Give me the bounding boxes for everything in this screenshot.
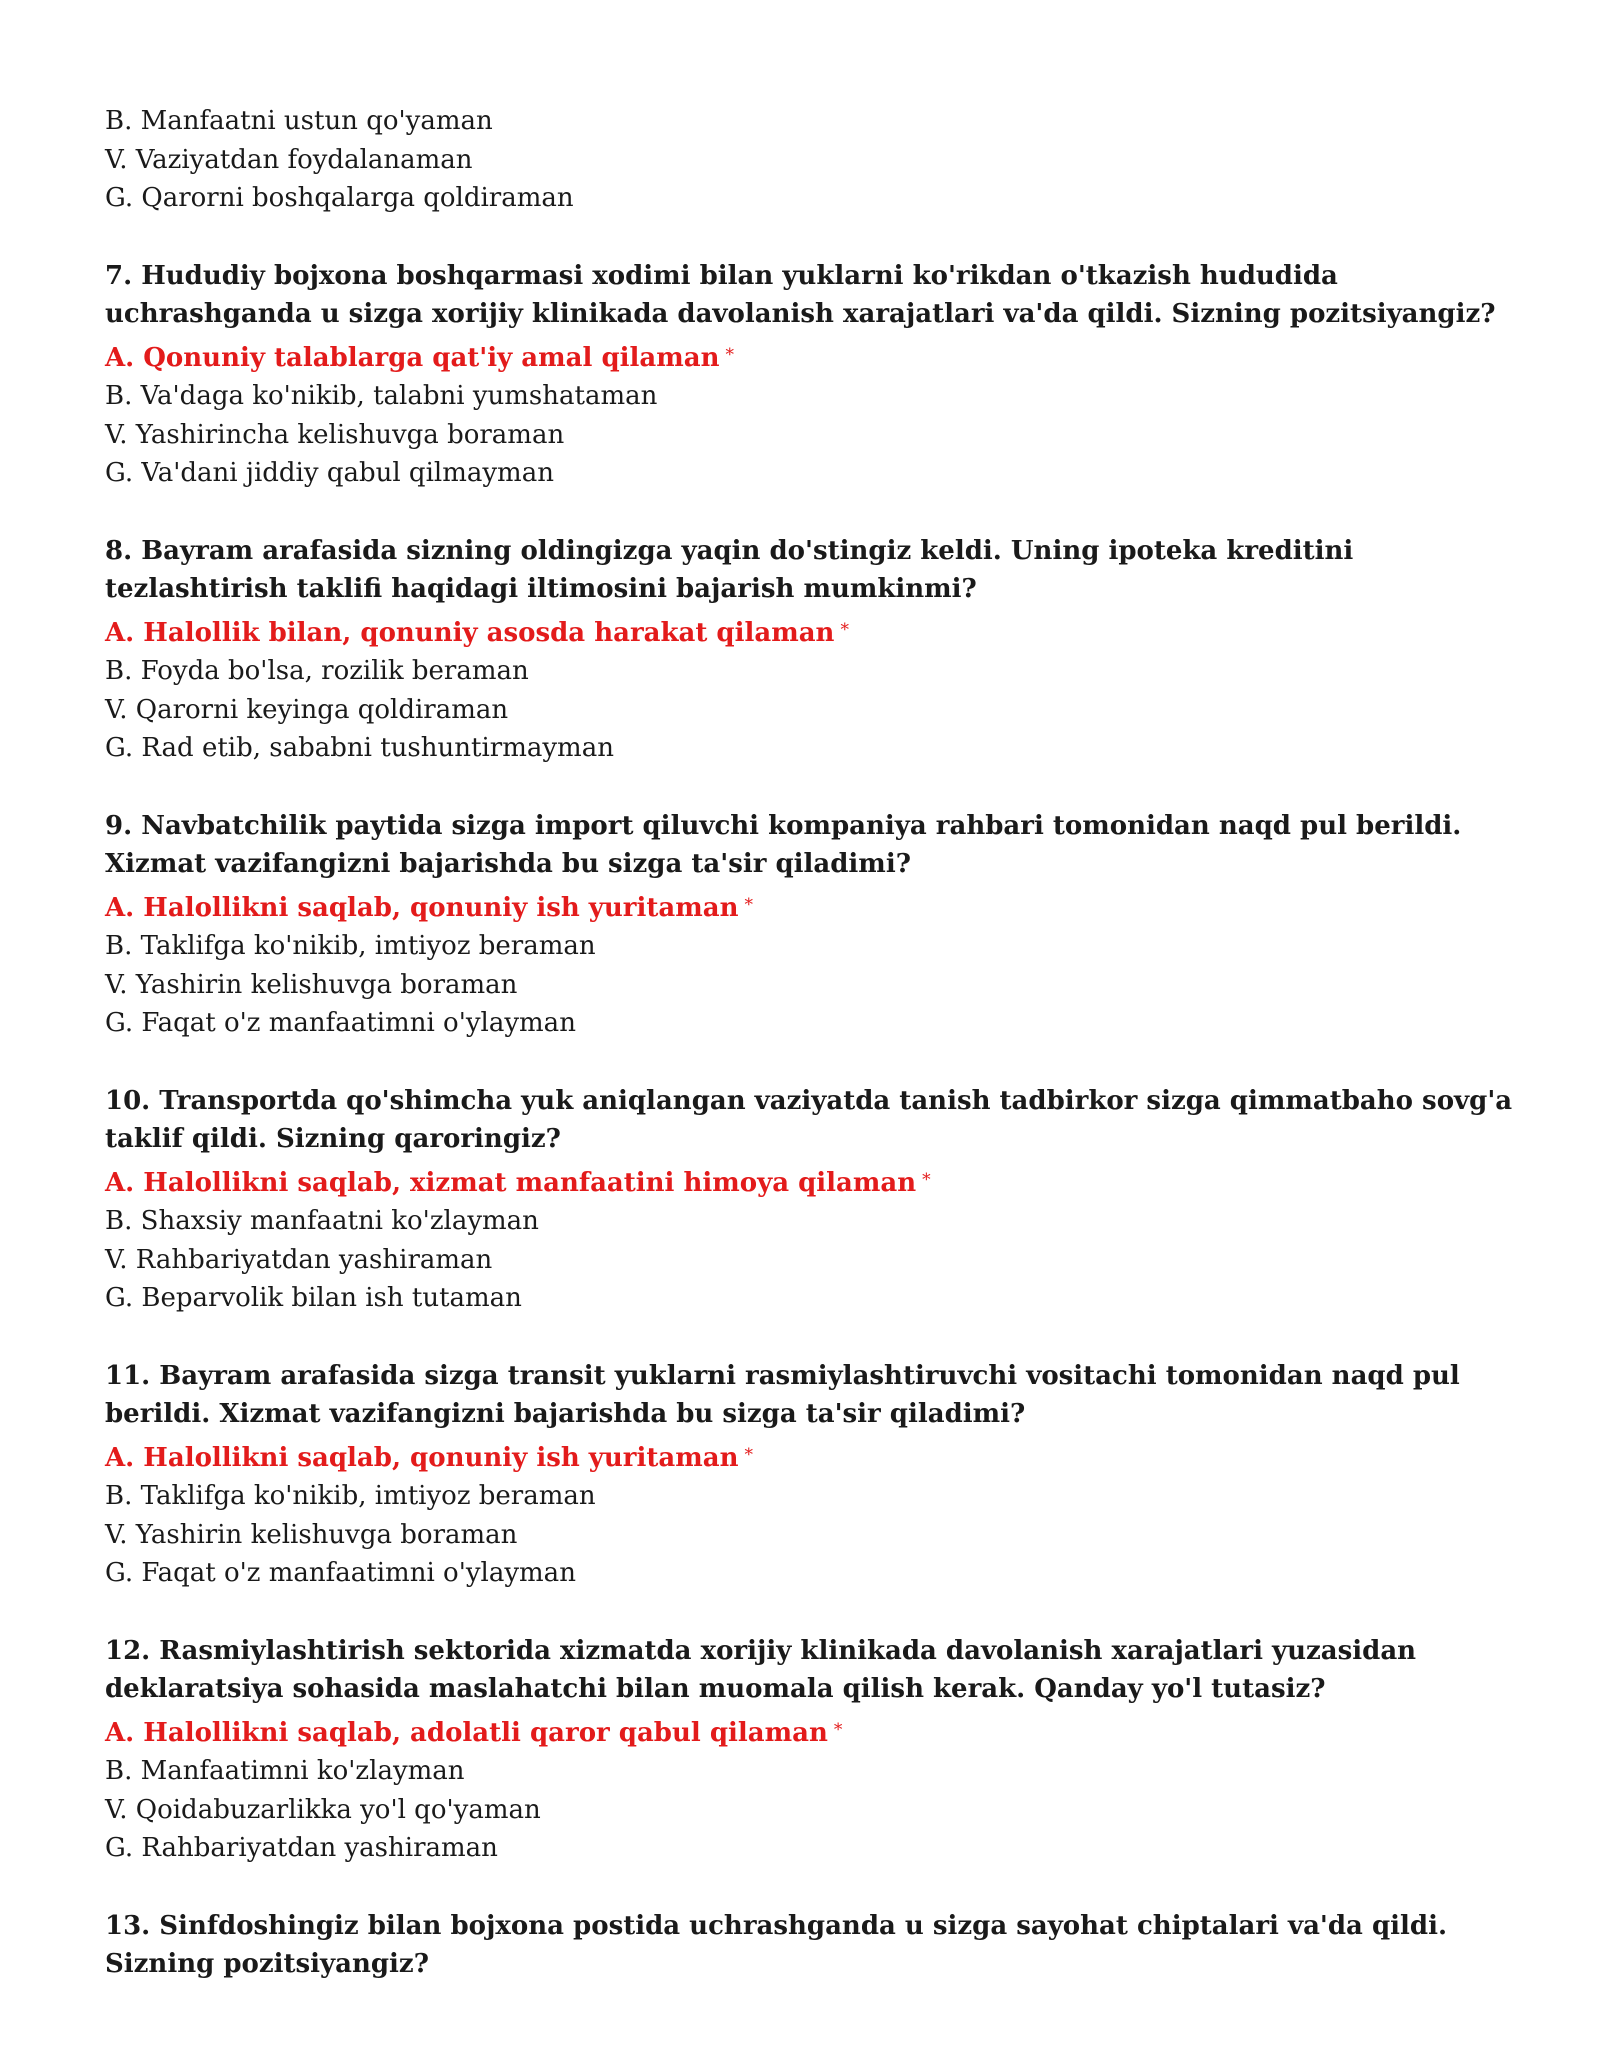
question-block bbox=[105, 532, 1525, 768]
option-item: G. Faqat o'z manfaatimni o'ylayman bbox=[105, 1008, 576, 1038]
correct-marker: * bbox=[840, 619, 849, 640]
correct-answer bbox=[105, 611, 1525, 653]
option-item: B. Foyda bo'lsa, rozilik beraman bbox=[105, 656, 529, 686]
correct-marker: * bbox=[725, 344, 734, 365]
option-item: B. Taklifga ko'nikib, imtiyoz beraman bbox=[105, 931, 596, 961]
correct-answer-label: A. Halollikni saqlab, qonuniy ish yuritaman bbox=[105, 1442, 739, 1473]
correct-answer bbox=[105, 1711, 1525, 1753]
option-item: V. Yashirin kelishuvga boraman bbox=[105, 969, 518, 1000]
correct-answer-label: A. Qonuniy talablarga qat'iy amal qilaman bbox=[105, 342, 720, 373]
correct-answer-label: A. Halollikni saqlab, qonuniy ish yuritaman bbox=[105, 892, 739, 923]
leading-options bbox=[105, 102, 1525, 218]
question-block bbox=[105, 257, 1525, 493]
correct-answer bbox=[105, 1436, 1525, 1478]
question-text: 8. Bayram arafasida sizning oldingizga yaqin do'stingiz keldi. Uning ipoteka kreditini tezlashtirish taklifi haqidagi iltimosini bajarish mumkinmi? bbox=[105, 535, 1354, 604]
option-item: G. Rad etib, sababni tushuntirmayman bbox=[105, 733, 614, 763]
option-item: V. Yashirin kelishuvga boraman bbox=[105, 1519, 518, 1550]
option-item: V. Qarorni keyinga qoldiraman bbox=[105, 694, 509, 725]
option-item: G. Va'dani jiddiy qabul qilmayman bbox=[105, 458, 554, 488]
correct-marker: * bbox=[922, 1169, 931, 1190]
question-text: 7. Hududiy bojxona boshqarmasi xodimi bilan yuklarni ko'rikdan o'tkazish hududida uchrashganda u sizga xorijiy klinikada davolanish xarajatlari va'da qildi. Sizning pozitsiyangiz? bbox=[105, 260, 1496, 329]
correct-answer bbox=[105, 886, 1525, 928]
question-text: 9. Navbatchilik paytida sizga import qiluvchi kompaniya rahbari tomonidan naqd pul berildi. Xizmat vazifangizni bajarishda bu sizga ta'sir qiladimi? bbox=[105, 810, 1462, 879]
question-block bbox=[105, 1907, 1525, 1984]
option-item: V. Yashirincha kelishuvga boraman bbox=[105, 419, 565, 450]
question-text: 13. Sinfdoshingiz bilan bojxona postida uchrashganda u sizga sayohat chiptalari va'da qildi. Sizning pozitsiyangiz? bbox=[105, 1910, 1447, 1979]
correct-answer-label: A. Halollikni saqlab, adolatli qaror qabul qilaman bbox=[105, 1717, 828, 1748]
question-block bbox=[105, 1082, 1525, 1318]
correct-marker: * bbox=[833, 1719, 843, 1740]
correct-answer-label: A. Halollik bilan, qonuniy asosda harakat qilaman bbox=[105, 617, 835, 648]
option-item: G. Beparvolik bilan ish tutaman bbox=[105, 1283, 522, 1313]
option-item: V. Qoidabuzarlikka yo'l qo'yaman bbox=[105, 1794, 541, 1825]
correct-marker: * bbox=[744, 1444, 753, 1465]
option-item: G. Rahbariyatdan yashiraman bbox=[105, 1833, 498, 1863]
option-item: V. Rahbariyatdan yashiraman bbox=[105, 1244, 493, 1275]
question-block bbox=[105, 807, 1525, 1043]
correct-answer-label: A. Halollikni saqlab, xizmat manfaatini himoya qilaman bbox=[105, 1167, 917, 1198]
question-block bbox=[105, 1357, 1525, 1593]
option-item: G. Qarorni boshqalarga qoldiraman bbox=[105, 183, 574, 213]
option-item: V. Vaziyatdan foydalanaman bbox=[105, 144, 473, 175]
option-item: B. Shaxsiy manfaatni ko'zlayman bbox=[105, 1206, 539, 1236]
question-text: 11. Bayram arafasida sizga transit yuklarni rasmiylashtiruvchi vositachi tomonidan naqd pul berildi. Xizmat vazifangizni bajarishda bu sizga ta'sir qiladimi? bbox=[105, 1360, 1460, 1429]
option-item: B. Manfaatimni ko'zlayman bbox=[105, 1756, 465, 1786]
option-item: B. Manfaatni ustun qo'yaman bbox=[105, 106, 493, 136]
correct-answer bbox=[105, 336, 1525, 378]
correct-marker: * bbox=[744, 894, 753, 915]
correct-answer bbox=[105, 1161, 1525, 1203]
option-item: B. Va'daga ko'nikib, talabni yumshataman bbox=[105, 381, 658, 411]
option-item: B. Taklifga ko'nikib, imtiyoz beraman bbox=[105, 1481, 596, 1511]
question-text: 12. Rasmiylashtirish sektorida xizmatda xorijiy klinikada davolanish xarajatlari yuzasidan deklaratsiya sohasida maslahatchi bilan muomala qilish kerak. Qanday yo'l tutasiz? bbox=[105, 1635, 1417, 1704]
option-item: G. Faqat o'z manfaatimni o'ylayman bbox=[105, 1558, 576, 1588]
question-text: 10. Transportda qo'shimcha yuk aniqlangan vaziyatda tanish tadbirkor sizga qimmatbaho sovg'a taklif qildi. Sizning qaroringiz? bbox=[105, 1085, 1513, 1154]
document-page bbox=[105, 102, 1525, 1986]
question-block bbox=[105, 1632, 1525, 1868]
